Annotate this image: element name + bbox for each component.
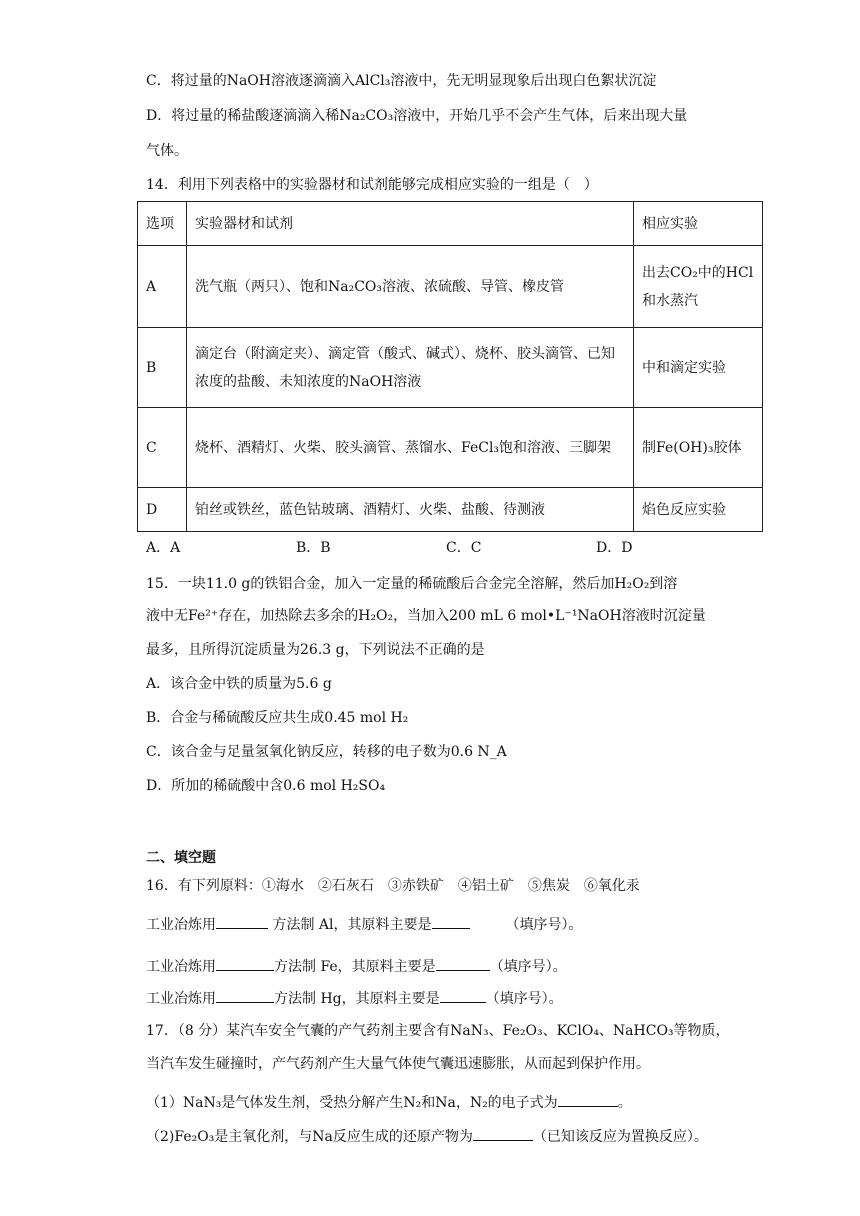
table-header-option: 选项 bbox=[138, 202, 187, 246]
q16-line-al-suffix: （填序号）。 bbox=[505, 917, 583, 933]
row-option: B bbox=[138, 328, 187, 408]
table-row bbox=[138, 246, 763, 328]
table-header-materials: 实验器材和试剂 bbox=[187, 202, 634, 246]
q14-table bbox=[137, 201, 763, 532]
q17-part2-blank[interactable] bbox=[473, 1126, 533, 1141]
q17-part2-text: （2)Fe₂O₃是主氧化剂，与Na反应生成的还原产物为 bbox=[146, 1129, 473, 1145]
q16-line-fe bbox=[146, 956, 567, 977]
row-experiment: 出去CO₂中的HCl和水蒸汽 bbox=[634, 246, 763, 328]
q14-stem: 14．利用下列表格中的实验器材和试剂能够完成相应实验的一组是（ ） bbox=[146, 177, 598, 193]
row-materials: 铂丝或铁丝，蓝色钴玻璃、酒精灯、火柴、盐酸、待测液 bbox=[187, 488, 634, 532]
q16-line-hg-middle: 方法制 Hg，其原料主要是 bbox=[274, 991, 440, 1007]
q15-option-c: C．该合金与足量氢氧化钠反应，转移的电子数为0.6 N_A bbox=[146, 744, 507, 760]
row-materials: 烧杯、酒精灯、火柴、胶头滴管、蒸馏水、FeCl₃饱和溶液、三脚架 bbox=[187, 408, 634, 488]
table-row bbox=[138, 328, 763, 408]
q16-line-fe-prefix: 工业冶炼用 bbox=[146, 959, 216, 975]
q16-method-fe-blank[interactable] bbox=[216, 956, 274, 971]
q16-line-fe-middle: 方法制 Fe，其原料主要是 bbox=[274, 959, 436, 975]
q13-option-c: C．将过量的NaOH溶液逐滴滴入AlCl₃溶液中，先无明显现象后出现白色絮状沉淀 bbox=[146, 73, 657, 89]
q17-part1 bbox=[146, 1092, 632, 1113]
q15-option-a: A．该合金中铁的质量为5.6 g bbox=[146, 676, 332, 692]
q16-line-hg-prefix: 工业冶炼用 bbox=[146, 991, 216, 1007]
q16-line-hg bbox=[146, 988, 563, 1009]
q15-option-b: B．合金与稀硫酸反应共生成0.45 mol H₂ bbox=[146, 710, 409, 726]
q15-stem-line3: 最多，且所得沉淀质量为26.3 g，下列说法不正确的是 bbox=[146, 642, 485, 658]
q17-part1-blank[interactable] bbox=[558, 1092, 618, 1107]
q17-stem-line2: 当汽车发生碰撞时，产气药剂产生大量气体使气囊迅速膨胀，从而起到保护作用。 bbox=[146, 1056, 650, 1072]
row-experiment: 焰色反应实验 bbox=[634, 488, 763, 532]
q16-line-al bbox=[146, 914, 583, 935]
q16-material-hg-blank[interactable] bbox=[440, 988, 486, 1003]
table-header-row bbox=[138, 202, 763, 246]
row-experiment: 制Fe(OH)₃胶体 bbox=[634, 408, 763, 488]
row-experiment: 中和滴定实验 bbox=[634, 328, 763, 408]
row-option: D bbox=[138, 488, 187, 532]
q16-material-al-blank[interactable] bbox=[432, 914, 470, 929]
q13-option-d-line1: D．将过量的稀盐酸逐滴滴入稀Na₂CO₃溶液中，开始几乎不会产生气体，后来出现大量 bbox=[146, 108, 688, 124]
q17-stem-line1: 17．（8 分）某汽车安全气囊的产气药剂主要含有NaN₃、Fe₂O₃、KClO₄、NaHCO₃等物质， bbox=[146, 1023, 730, 1039]
row-materials: 洗气瓶（两只）、饱和Na₂CO₃溶液、浓硫酸、导管、橡皮管 bbox=[187, 246, 634, 328]
q16-line-hg-suffix: （填序号）。 bbox=[485, 991, 563, 1007]
q17-part1-text: （1）NaN₃是气体发生剂，受热分解产生N₂和Na，N₂的电子式为 bbox=[146, 1095, 558, 1111]
q16-line-al-prefix: 工业冶炼用 bbox=[146, 917, 216, 933]
q16-line-fe-suffix: （填序号）。 bbox=[489, 959, 567, 975]
q15-stem-line1: 15．一块11.0 g的铁铝合金，加入一定量的稀硫酸后合金完全溶解，然后加H₂O₂到溶 bbox=[146, 576, 678, 592]
q15-stem-line2: 液中无Fe²⁺存在，加热除去多余的H₂O₂，当加入200 mL 6 mol•L⁻¹NaOH溶液时沉淀量 bbox=[146, 608, 706, 624]
table-header-experiment: 相应实验 bbox=[634, 202, 763, 246]
q13-option-d-line2: 气体。 bbox=[146, 143, 188, 159]
q17-part2 bbox=[146, 1126, 708, 1147]
q16-stem: 16．有下列原料：①海水 ②石灰石 ③赤铁矿 ④铝土矿 ⑤焦炭 ⑥氧化汞 bbox=[146, 878, 640, 894]
q16-method-hg-blank[interactable] bbox=[216, 988, 274, 1003]
q16-material-fe-blank[interactable] bbox=[436, 956, 490, 971]
q14-choice-a: A．A bbox=[146, 540, 181, 556]
q14-choice-c: C．C bbox=[446, 540, 482, 556]
q17-part2-end: （已知该反应为置换反应）。 bbox=[532, 1129, 708, 1145]
section-title: 二、填空题 bbox=[146, 850, 216, 866]
table-row bbox=[138, 408, 763, 488]
row-option: A bbox=[138, 246, 187, 328]
q14-choice-b: B．B bbox=[296, 540, 331, 556]
row-materials: 滴定台（附滴定夹）、滴定管（酸式、碱式）、烧杯、胶头滴管、已知浓度的盐酸、未知浓度的NaOH溶液 bbox=[187, 328, 634, 408]
q16-method-al-blank[interactable] bbox=[216, 914, 268, 929]
row-option: C bbox=[138, 408, 187, 488]
q16-line-al-middle: 方法制 Al，其原料主要是 bbox=[268, 917, 432, 933]
table-row bbox=[138, 488, 763, 532]
q17-part1-end: 。 bbox=[617, 1095, 632, 1111]
q14-choice-d: D．D bbox=[596, 540, 633, 556]
q15-option-d: D．所加的稀硫酸中含0.6 mol H₂SO₄ bbox=[146, 778, 386, 794]
